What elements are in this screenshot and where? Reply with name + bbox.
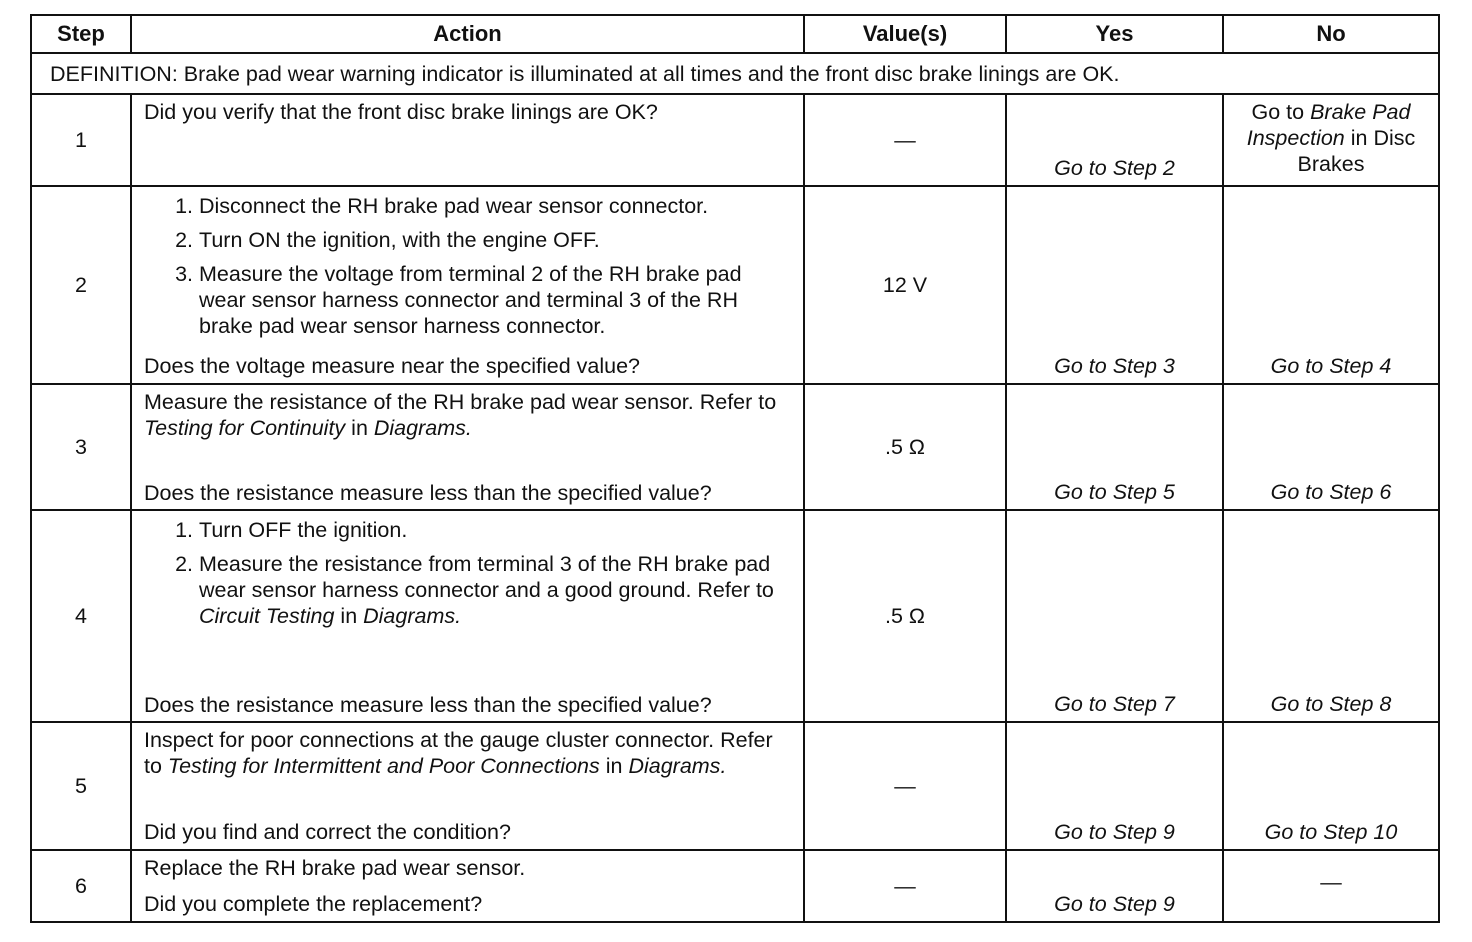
list-item: 1. Turn OFF the ignition.: [199, 517, 791, 543]
reference-section: Diagrams: [628, 754, 721, 778]
no-cell: [1223, 510, 1439, 722]
reference-link: Testing for Intermittent and Poor Connections: [167, 754, 600, 778]
no-cell: [1223, 850, 1439, 922]
yes-action: Go to Step 5: [1054, 480, 1175, 504]
procedure-list: [144, 517, 791, 629]
yes-action: Go to Step 9: [1054, 820, 1175, 844]
yes-action: Go to Step 9: [1054, 892, 1175, 916]
header-yes: Yes: [1006, 15, 1223, 53]
no-action: Go to Step 6: [1270, 480, 1392, 504]
instruction-text: in: [599, 754, 629, 778]
action-cell: [131, 186, 804, 384]
diagnostic-table: [30, 14, 1440, 923]
value-cell: .5 Ω: [804, 384, 1006, 510]
action-cell: [131, 850, 804, 922]
no-cell: [1223, 94, 1439, 186]
yes-action: Go to Step 2: [1054, 156, 1175, 180]
list-item: 3. Measure the voltage from terminal 2 of the RH brake pad wear sensor harness connector and terminal 3 of the RH brake pad wear sensor harness connector.: [199, 261, 791, 339]
instruction-text: Measure the resistance of the RH brake pad wear sensor. Refer to: [144, 390, 777, 414]
value-cell: 12 V: [804, 186, 1006, 384]
yes-cell: [1006, 850, 1223, 922]
header-no: No: [1223, 15, 1439, 53]
yes-cell: [1006, 384, 1223, 510]
table-row: [31, 510, 1439, 722]
value-cell: —: [804, 722, 1006, 850]
value-cell: —: [804, 850, 1006, 922]
no-cell: [1223, 722, 1439, 850]
table-row: [31, 384, 1439, 510]
no-text: Go to: [1251, 100, 1311, 124]
no-cell: [1223, 186, 1439, 384]
step-number: 4: [31, 510, 131, 722]
step-number: 2: [31, 186, 131, 384]
step-question: Did you find and correct the condition?: [144, 820, 511, 844]
yes-action: Go to Step 7: [1054, 692, 1175, 716]
step-number: 3: [31, 384, 131, 510]
header-step: Step: [31, 15, 131, 53]
step-number: 1: [31, 94, 131, 186]
reference-section: Diagrams: [373, 416, 466, 440]
header-action: Action: [131, 15, 804, 53]
step-question: Did you complete the replacement?: [144, 892, 483, 916]
step-number: 6: [31, 850, 131, 922]
yes-action: Go to Step 3: [1054, 354, 1175, 378]
instruction-text: Inspect for poor connections at the gauge cluster connector. Refer to: [144, 728, 773, 778]
no-action: Go to Step 8: [1270, 692, 1392, 716]
header-row: [31, 15, 1439, 53]
no-action: —: [1320, 870, 1342, 894]
no-cell: [1223, 384, 1439, 510]
step-question: Did you verify that the front disc brake linings are OK?: [144, 100, 658, 124]
instruction-text: in: [345, 416, 374, 440]
header-values: Value(s): [804, 15, 1006, 53]
list-item: 2. Turn ON the ignition, with the engine OFF.: [199, 227, 791, 253]
no-action: [1224, 95, 1438, 177]
action-cell: [131, 94, 804, 186]
action-cell: [131, 722, 804, 850]
table-row: [31, 186, 1439, 384]
procedure-list: [144, 193, 791, 339]
yes-cell: [1006, 94, 1223, 186]
value-cell: —: [804, 94, 1006, 186]
table-row: [31, 722, 1439, 850]
action-cell: [131, 510, 804, 722]
step-question: Does the resistance measure less than the specified value?: [144, 481, 712, 505]
yes-cell: [1006, 186, 1223, 384]
definition-row: [31, 53, 1439, 94]
instruction-text: .: [455, 604, 462, 628]
instruction-text: Measure the resistance from terminal 3 of the RH brake pad wear sensor harness connector and a good ground. Refer to: [199, 552, 774, 602]
reference-section: Diagrams: [363, 604, 456, 628]
no-action: Go to Step 10: [1264, 820, 1398, 844]
no-link-text: Brake Pad Inspection: [1246, 100, 1411, 150]
table-row: [31, 850, 1439, 922]
step-question: Does the resistance measure less than the specified value?: [144, 693, 712, 717]
step-instruction: [144, 727, 791, 779]
step-question: Does the voltage measure near the specified value?: [144, 354, 641, 378]
action-cell: [131, 384, 804, 510]
yes-cell: [1006, 722, 1223, 850]
step-instruction: Replace the RH brake pad wear sensor.: [144, 856, 526, 880]
step-instruction: [144, 389, 791, 441]
definition-text: DEFINITION: Brake pad wear warning indicator is illuminated at all times and the front disc brake linings are OK.: [31, 53, 1439, 94]
reference-link: Testing for Continuity: [144, 416, 346, 440]
reference-link: Circuit Testing: [199, 604, 335, 628]
list-item: [199, 551, 791, 629]
list-item: 1. Disconnect the RH brake pad wear sensor connector.: [199, 193, 791, 219]
instruction-text: .: [720, 754, 727, 778]
instruction-text: in: [334, 604, 364, 628]
no-text-post: in Disc Brakes: [1297, 126, 1416, 176]
step-number: 5: [31, 722, 131, 850]
yes-cell: [1006, 510, 1223, 722]
no-action: Go to Step 4: [1270, 354, 1392, 378]
value-cell: .5 Ω: [804, 510, 1006, 722]
instruction-text: .: [465, 416, 472, 440]
table-row: [31, 94, 1439, 186]
